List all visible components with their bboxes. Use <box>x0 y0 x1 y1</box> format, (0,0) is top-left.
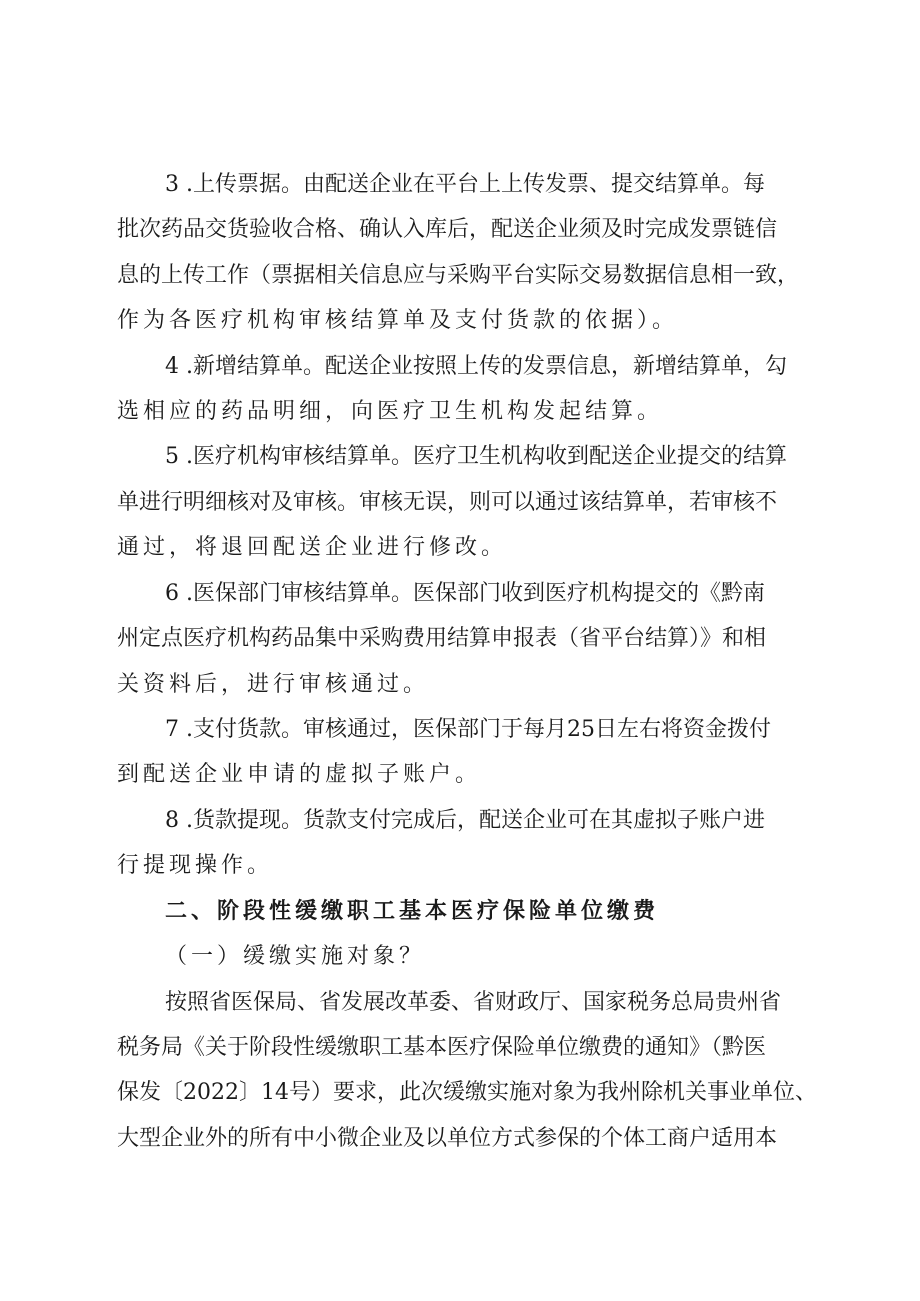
para-3-line-1: 3 .上传票据。由配送企业在平台上上传发票、提交结算单。每 <box>165 172 765 197</box>
para-8-line-2: 行提现操作。 <box>117 853 274 878</box>
para-3-line-2: 批次药品交货验收合格、确认入库后，配送企业须及时完成发票链信 <box>117 217 778 242</box>
para-7-line-2: 到配送企业申请的虚拟子账户。 <box>117 762 482 787</box>
para-6-line-3: 关资料后，进行审核通过。 <box>117 672 430 697</box>
body-paragraph-line-4: 大型企业外的所有中小微企业及以单位方式参保的个体工商户适用本 <box>117 1126 778 1151</box>
section-heading-2: 二、阶段性缓缴职工基本医疗保险单位缴费 <box>165 899 660 924</box>
body-paragraph-line-3: 保发〔2022〕14号）要求，此次缓缴实施对象为我州除机关事业单位、 <box>117 1080 817 1105</box>
para-4-line-2: 选相应的药品明细，向医疗卫生机构发起结算。 <box>117 399 664 424</box>
para-5-line-1: 5 .医疗机构审核结算单。医疗卫生机构收到配送企业提交的结算 <box>165 444 787 469</box>
subsection-heading-1: （一）缓缴实施对象？ <box>165 944 426 969</box>
para-5-line-3: 通过，将退回配送企业进行修改。 <box>117 535 508 560</box>
para-5-line-2: 单进行明细核对及审核。审核无误，则可以通过该结算单，若审核不 <box>117 490 778 515</box>
body-paragraph-line-1: 按照省医保局、省发展改革委、省财政厅、国家税务总局贵州省 <box>165 990 782 1015</box>
body-paragraph-line-2: 税务局《关于阶段性缓缴职工基本医疗保险单位缴费的通知》（黔医 <box>117 1035 767 1060</box>
para-6-line-2: 州定点医疗机构药品集中采购费用结算申报表（省平台结算）》和相 <box>117 626 767 651</box>
para-8-line-1: 8 .货款提现。货款支付完成后，配送企业可在其虚拟子账户进 <box>165 808 765 833</box>
para-7-line-1: 7 .支付货款。审核通过，医保部门于每月25日左右将资金拨付 <box>165 717 771 742</box>
para-4-line-1: 4 .新增结算单。配送企业按照上传的发票信息，新增结算单，勾 <box>165 354 787 379</box>
para-6-line-1: 6 .医保部门审核结算单。医保部门收到医疗机构提交的《黔南 <box>165 581 765 606</box>
para-3-line-3: 息的上传工作（票据相关信息应与采购平台实际交易数据信息相一致， <box>117 263 800 288</box>
para-3-line-4: 作为各医疗机构审核结算单及支付货款的依据）。 <box>117 308 679 333</box>
